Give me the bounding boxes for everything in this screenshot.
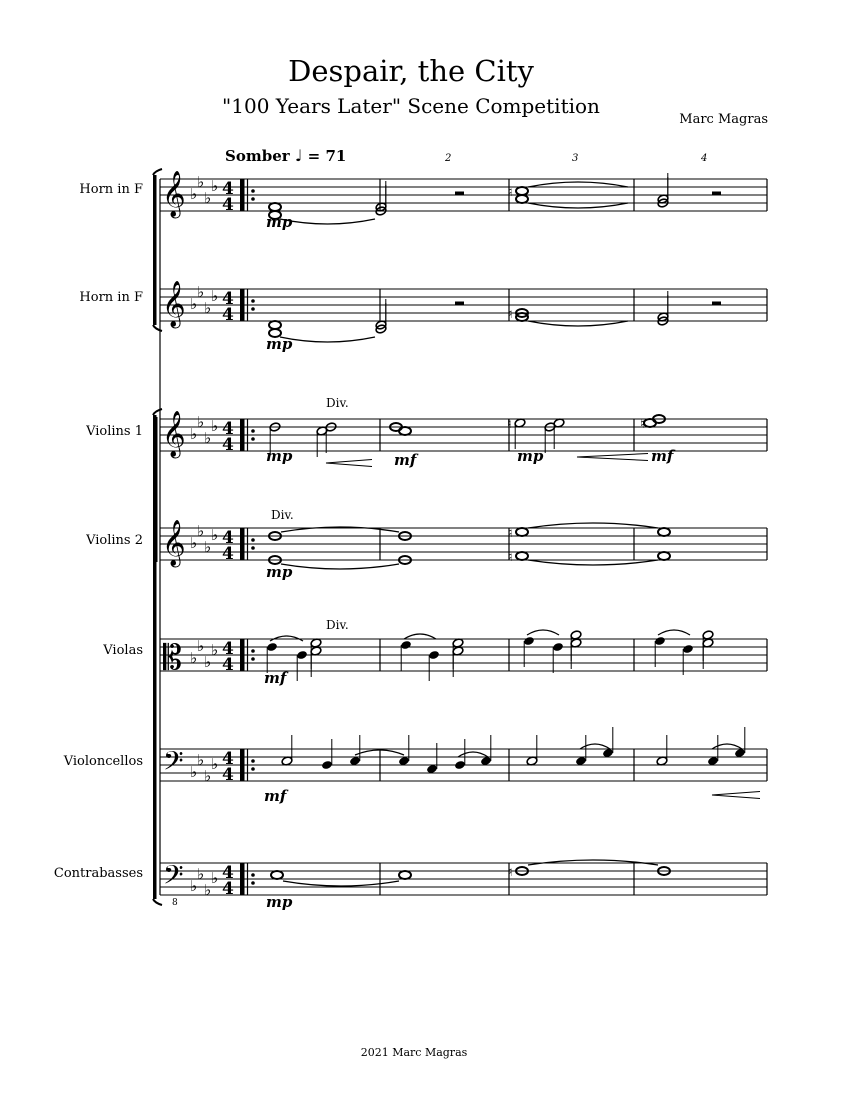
flat-accidental: ♭ (204, 653, 212, 671)
whole-note (271, 871, 283, 879)
treble-clef-icon: 𝄞 (162, 520, 186, 566)
natural-accidental: ♮ (508, 307, 513, 322)
measure-number-3: 3 (572, 153, 579, 164)
repeat-thick-bar (240, 179, 245, 211)
dynamic-mp-violins-1-m3: mp (517, 447, 544, 465)
time-signature-denominator: 4 (222, 435, 234, 455)
flat-accidental: ♭ (197, 173, 205, 191)
time-signature-denominator: 4 (222, 765, 234, 785)
tie (527, 630, 559, 635)
repeat-thick-bar (240, 749, 245, 781)
div-marking-violins-2: Div. (271, 508, 294, 522)
flat-accidental: ♭ (204, 299, 212, 317)
time-signature-denominator: 4 (222, 655, 234, 675)
score-subtitle: "100 Years Later" Scene Competition (222, 94, 600, 118)
whole-note (269, 203, 281, 211)
dynamic-mf-violoncellos: mf (264, 787, 287, 805)
dynamic-mf-violas: mf (264, 669, 287, 687)
composer-name: Marc Magras (679, 112, 768, 127)
flat-accidental: ♭ (204, 767, 212, 785)
natural-accidental: ♮ (508, 865, 513, 880)
time-signature-numerator: 4 (222, 289, 234, 309)
dynamic-mp-horn-1: mp (266, 213, 293, 231)
repeat-dot (251, 429, 255, 433)
flat-accidental: ♭ (204, 881, 212, 899)
tie (280, 219, 375, 224)
flat-accidental: ♭ (211, 177, 219, 195)
natural-accidental: ♮ (508, 526, 513, 541)
flat-accidental: ♭ (211, 287, 219, 305)
time-signature-numerator: 4 (222, 528, 234, 548)
strings-bracket (153, 415, 157, 899)
natural-accidental: ♮ (508, 185, 513, 200)
tie (528, 523, 658, 528)
flat-accidental: ♭ (190, 295, 198, 313)
repeat-dot (251, 437, 255, 441)
flat-accidental: ♭ (197, 283, 205, 301)
treble-clef-icon: 𝄞 (162, 411, 186, 457)
bass-clef-icon: 𝄢 (163, 859, 184, 897)
flat-accidental: ♭ (211, 526, 219, 544)
instrument-label-violins-1: Violins 1 (86, 424, 143, 439)
dynamic-mf-violins-1: mf (394, 451, 417, 469)
instrument-label-violins-2: Violins 2 (86, 533, 143, 548)
div-marking-violas: Div. (326, 618, 349, 632)
repeat-dot (251, 189, 255, 193)
repeat-dot (251, 873, 255, 877)
natural-accidental: ♮ (508, 550, 513, 565)
time-signature-numerator: 4 (222, 419, 234, 439)
repeat-dot (251, 299, 255, 303)
quarter-note (682, 644, 694, 654)
crescendo-hairpin (326, 460, 372, 467)
flat-accidental: ♭ (190, 534, 198, 552)
time-signature-denominator: 4 (222, 305, 234, 325)
flat-accidental: ♭ (211, 869, 219, 887)
crescendo-hairpin (577, 454, 648, 461)
horn-bracket (153, 175, 157, 325)
horn-bracket-bottom (153, 325, 162, 331)
natural-accidental: ♮ (507, 417, 512, 432)
strings-bracket-top (153, 409, 162, 415)
flat-accidental: ♭ (197, 637, 205, 655)
whole-note (399, 427, 411, 435)
tie (280, 337, 375, 342)
whole-note (516, 528, 528, 536)
dynamic-mp-violins-2: mp (266, 563, 293, 581)
tie (528, 182, 628, 187)
whole-note (516, 552, 528, 560)
repeat-dot (251, 538, 255, 542)
flat-accidental: ♭ (190, 649, 198, 667)
repeat-dot (251, 197, 255, 201)
treble-clef-icon: 𝄞 (162, 281, 186, 327)
repeat-dot (251, 657, 255, 661)
whole-note (399, 871, 411, 879)
instrument-label-violas: Violas (103, 643, 143, 658)
dynamic-mf-violins-1-m4: mf (651, 447, 674, 465)
half-rest (712, 302, 721, 306)
quarter-note (454, 760, 466, 770)
tie (580, 744, 610, 749)
flat-accidental: ♭ (211, 755, 219, 773)
instrument-label-violoncellos: Violoncellos (63, 754, 143, 769)
flat-accidental: ♭ (190, 763, 198, 781)
quarter-note (654, 636, 666, 646)
flat-accidental: ♭ (211, 417, 219, 435)
quarter-note (523, 636, 535, 646)
repeat-thick-bar (240, 639, 245, 671)
repeat-dot (251, 881, 255, 885)
time-signature-denominator: 4 (222, 544, 234, 564)
repeat-dot (251, 767, 255, 771)
time-signature-denominator: 4 (222, 195, 234, 215)
flat-accidental: ♭ (197, 522, 205, 540)
quarter-note (428, 650, 440, 660)
repeat-thick-bar (240, 419, 245, 451)
alto-clef-icon: 𝄡 (163, 638, 182, 678)
flat-accidental: ♭ (190, 425, 198, 443)
time-signature-numerator: 4 (222, 863, 234, 883)
ottava-bassa-marking: 8 (172, 898, 178, 908)
strings-bracket-bottom (153, 899, 162, 905)
time-signature-numerator: 4 (222, 639, 234, 659)
flat-accidental: ♭ (211, 641, 219, 659)
bass-clef-icon: 𝄢 (163, 745, 184, 783)
flat-accidental: ♭ (197, 413, 205, 431)
measure-number-4: 4 (701, 153, 708, 164)
time-signature-numerator: 4 (222, 179, 234, 199)
whole-note (658, 552, 670, 560)
tie (712, 744, 742, 749)
repeat-thick-bar (240, 289, 245, 321)
flat-accidental: ♭ (190, 877, 198, 895)
repeat-thick-bar (240, 528, 245, 560)
dynamic-mp-horn-2: mp (266, 335, 293, 353)
treble-clef-icon: 𝄞 (162, 171, 186, 217)
dynamic-mp-violins-1: mp (266, 447, 293, 465)
flat-accidental: ♭ (197, 865, 205, 883)
tie (283, 881, 399, 886)
quarter-note (296, 650, 308, 660)
quarter-note-icon: ♩ (294, 146, 303, 165)
flat-accidental: ♭ (204, 429, 212, 447)
whole-note (658, 528, 670, 536)
repeat-dot (251, 759, 255, 763)
quarter-note (552, 642, 564, 652)
whole-note (516, 195, 528, 203)
half-rest (455, 192, 464, 196)
flat-accidental: ♭ (190, 185, 198, 203)
whole-note (516, 187, 528, 195)
flat-accidental: ♭ (204, 538, 212, 556)
repeat-dot (251, 546, 255, 550)
time-signature-numerator: 4 (222, 749, 234, 769)
tie (658, 630, 690, 635)
tie (458, 752, 488, 757)
measure-number-2: 2 (445, 153, 452, 164)
quarter-note (321, 760, 333, 770)
quarter-note (266, 642, 278, 652)
natural-accidental: ♮ (640, 417, 645, 432)
quarter-note (400, 640, 412, 650)
score-title: Despair, the City (288, 54, 534, 88)
crescendo-hairpin (712, 792, 760, 799)
instrument-label-horn-1: Horn in F (79, 182, 143, 197)
instrument-label-horn-2: Horn in F (79, 290, 143, 305)
half-rest (455, 302, 464, 306)
tempo-value: = 71 (307, 147, 347, 165)
instrument-label-contrabasses: Contrabasses (53, 866, 143, 881)
repeat-thick-bar (240, 863, 245, 895)
copyright-footer: 2021 Marc Magras (360, 1046, 468, 1059)
flat-accidental: ♭ (197, 751, 205, 769)
tie (528, 321, 628, 326)
tie (528, 203, 628, 208)
dynamic-mp-contrabasses: mp (266, 893, 293, 911)
tie (404, 634, 436, 639)
horn-bracket-top (153, 169, 162, 175)
half-rest (712, 192, 721, 196)
repeat-dot (251, 307, 255, 311)
time-signature-denominator: 4 (222, 879, 234, 899)
tie (281, 564, 399, 569)
flat-accidental: ♭ (204, 189, 212, 207)
whole-note (269, 321, 281, 329)
div-marking-violins-1: Div. (326, 396, 349, 410)
tie (528, 560, 658, 565)
repeat-dot (251, 649, 255, 653)
tempo-text: Somber (225, 147, 290, 165)
